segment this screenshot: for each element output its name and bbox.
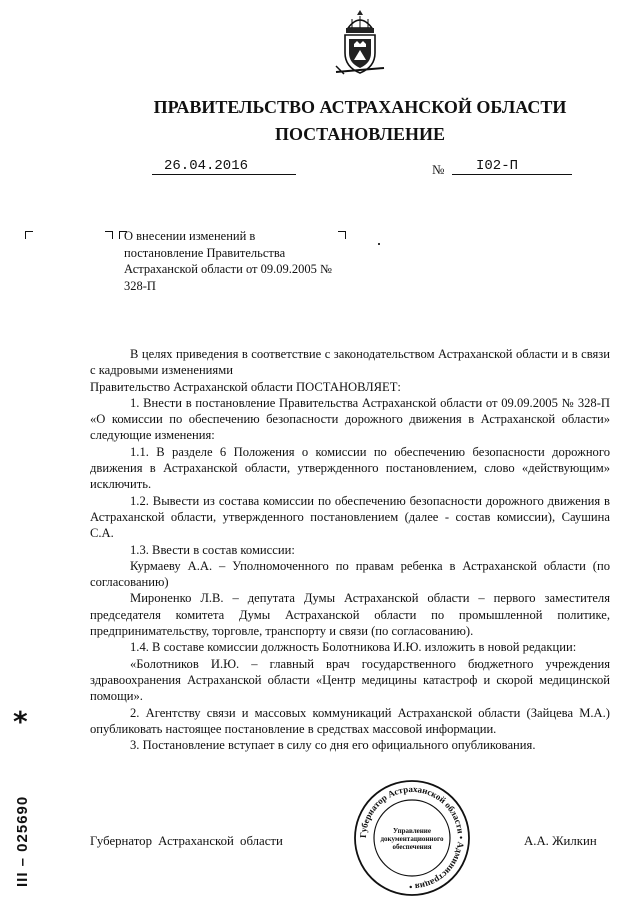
paragraph-2: 2. Агентству связи и массовых коммуникаций Астраханской области (Зайцева М.А.) опубликовать настоящее постановление в средствах массовой информации. [90,705,610,736]
signatory-name: А.А. Жилкин [524,834,597,848]
document-number: I02-П [452,158,572,175]
document-type: ПОСТАНОВЛЕНИЕ [274,124,446,144]
preamble-line-1: В целях приведения в соответствие с законодательством Астраханской области и в связи с кадровыми изменениями [90,347,610,378]
stamp-center-text: Управление документационного обеспечения [380,827,444,851]
paragraph-1-4: 1.4. В составе комиссии должность Болотникова И.Ю. изложить в новой редакции: [130,640,577,655]
corner-mark-right [338,231,346,239]
margin-serial-number: III – 025690 [14,795,31,887]
astrakhan-coat-of-arms-icon [330,8,390,80]
paragraph-1-2: 1.2. Вывести из состава комиссии по обеспечению безопасности дорожного движения в Астраханской области, утвержденного постановлением (далее - состав комиссии), Саушина С.А. [90,493,610,541]
government-title: ПРАВИТЕЛЬСТВО АСТРАХАНСКОЙ ОБЛАСТИ [153,97,567,117]
paragraph-1-3: 1.3. Ввести в состав комиссии: [130,542,295,557]
document-subject: О внесении изменений в постановление Правительства Астраханской области от 09.09.2005 № 328-П [124,229,332,293]
paragraph-1: 1. Внести в постановление Правительства Астраханской области от 09.09.2005 № 328-П «О комиссии по обеспечению безопасности дорожного движения в Астраханской области» следующие изменения: [90,395,610,443]
preamble-line-2: Правительство Астраханской области ПОСТАНОВЛЯЕТ: [90,379,401,394]
paragraph-1-1: 1.1. В разделе 6 Положения о комиссии по обеспечению безопасности дорожного движения в Астраханской области, утвержденного постановлением, слово «действующим» исключить. [90,444,610,492]
margin-asterisk: * [13,705,28,738]
member-entry-1: Курмаеву А.А. – Уполномоченного по правам ребенка в Астраханской области (по согласованию) [90,558,610,590]
document-body [90,346,610,753]
paragraph-3: 3. Постановление вступает в силу со дня его официального опубликования. [130,738,536,753]
corner-mark-subject-start-right [105,231,113,239]
member-entry-2: Мироненко Л.В. – депутата Думы Астраханской области – первого заместителя председателя комитета Думы Астраханской области по промышленной политике, предпринимательству, торговле, транспорту и связи (по согласованию). [90,591,610,639]
speck [378,243,380,245]
signatory-position: Губернатор Астраханской области [90,834,283,848]
official-stamp [352,778,472,898]
corner-mark-left [25,231,33,239]
document-date: 26.04.2016 [152,158,296,175]
stamp-ring-text: Губернатор Астраханской области • Администрация • [357,783,467,893]
number-label: № [432,162,445,177]
paragraph-1-4-text: «Болотников И.Ю. – главный врач государственного бюджетного учреждения здравоохранения Астраханской области «Центр медицины катастроф и скорой медицинской помощи». [90,656,610,704]
